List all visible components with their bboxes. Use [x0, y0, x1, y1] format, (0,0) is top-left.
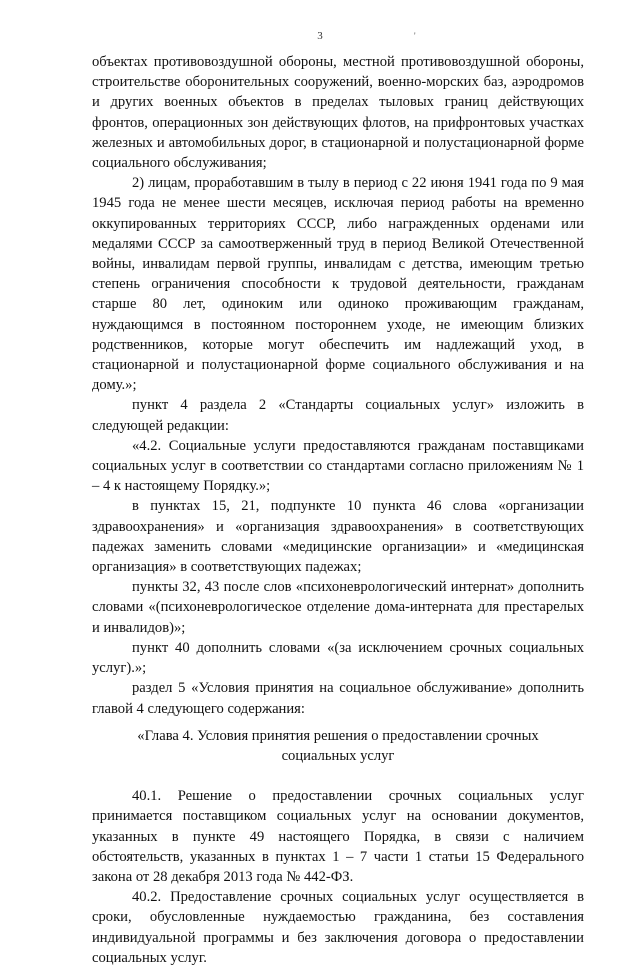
chapter-heading: «Глава 4. Условия принятия решения о предоставлении срочных социальных услуг — [137, 727, 539, 764]
body-text — [92, 52, 584, 968]
paragraph-points-15-21: в пунктах 15, 21, подпункте 10 пункта 46 слова «организации здравоохранения» и «организация здравоохранения» в соответствующих падежах заменить словами «медицинские организации» и «медицинская организация» в соответствующих падежах; — [92, 498, 584, 576]
page-mark: ' — [414, 31, 416, 41]
paragraph-continuation: объектах противовоздушной обороны, местной противовоздушной обороны, строительстве оборонительных сооружений, военно-морских баз, аэродромов и других военных объектов в пределах тыловых границ действующих фронтов, операционных зон действующих флотов, на прифронтовых участках железных и автомобильных дорог, в стационарной и полустационарной форме социального обслуживания; — [92, 54, 584, 172]
paragraph-section-2-point-4: пункт 4 раздела 2 «Стандарты социальных услуг» изложить в следующей редакции: — [92, 397, 584, 434]
paragraph-40-1: 40.1. Решение о предоставлении срочных социальных услуг принимается поставщиком социальных услуг на основании документов, указанных в пункте 49 настоящего Порядка, в связи с наличием обстоятельств, указанных в пунктах 1 – 7 части 1 статьи 15 Федерального закона от 28 декабря 2013 года № 442-ФЗ. — [92, 788, 584, 885]
paragraph-point-40: пункт 40 дополнить словами «(за исключением срочных социальных услуг).»; — [92, 639, 584, 677]
paragraph-item-2: 2) лицам, проработавшим в тылу в период с 22 июня 1941 года по 9 мая 1945 года не менее шести месяцев, исключая период работы на временно оккупированных территориях СССР, либо награжденных орденами или медалями СССР за самоотверженный труд в период Великой Отечественной войны, инвалидам первой группы, инвалидам с детства, имеющим третью степень ограничения способности к трудовой деятельности, гражданам старше 80 лет, одиноким или одиноко проживающим гражданам, нуждающимся в постоянном постороннем уходе, не имеющим близких родственников, которые могут обеспечить им надлежащий уход, в стационарной и полустационарной форме социального обслуживания и на дому.»; — [92, 175, 584, 394]
paragraph-40-2: 40.2. Предоставление срочных социальных услуг осуществляется в сроки, обусловленные нуждаемостью гражданина, без составления индивидуальной программы и без заключения договора о предоставлении социальных услуг. — [92, 889, 584, 966]
paragraph-points-32-43: пункты 32, 43 после слов «психоневрологический интернат» дополнить словами «(психоневрологическое отделение дома-интерната для престарелых и инвалидов)»; — [92, 579, 584, 636]
paragraph-section-5: раздел 5 «Условия принятия на социальное обслуживание» дополнить главой 4 следующего содержания: — [92, 680, 584, 717]
page-number — [0, 30, 640, 42]
page-number-text: 3 — [317, 30, 323, 42]
paragraph-new-wording-4-2: «4.2. Социальные услуги предоставляются гражданам поставщиками социальных услуг в соответствии со стандартами согласно приложениям № 1 – 4 к настоящему Порядку.»; — [92, 437, 584, 495]
